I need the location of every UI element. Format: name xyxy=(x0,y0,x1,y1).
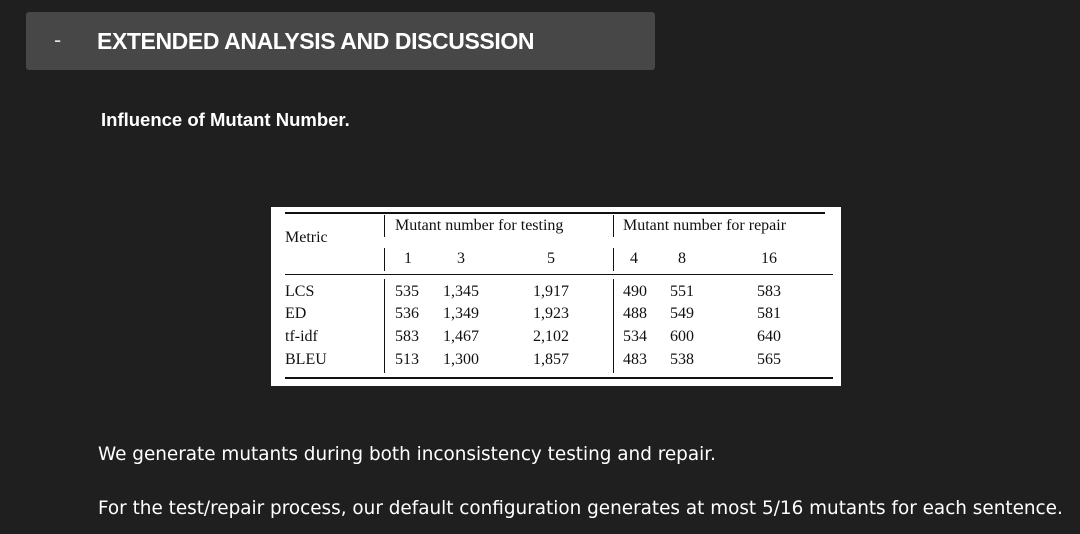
paragraph: We generate mutants during both inconsistency testing and repair. xyxy=(98,444,716,465)
column-header: 8 xyxy=(678,250,686,267)
testing-group-header: Mutant number for testing xyxy=(395,217,564,234)
table-vrule xyxy=(613,248,614,271)
table-cell: 583 xyxy=(757,283,781,300)
column-header: 16 xyxy=(761,250,777,267)
table-cell: 490 xyxy=(623,283,647,300)
table-cell: 513 xyxy=(395,351,419,368)
table-cell: 600 xyxy=(670,328,694,345)
paragraph: For the test/repair process, our default configuration generates at most 5/16 mutants for each sentence. xyxy=(98,498,1063,519)
table-vrule xyxy=(384,279,385,373)
table-cell: 565 xyxy=(757,351,781,368)
column-header: 4 xyxy=(630,250,638,267)
table-cell: 581 xyxy=(757,305,781,322)
table-cell: 536 xyxy=(395,305,419,322)
table-cell: 1,857 xyxy=(533,351,569,368)
table-cell: 583 xyxy=(395,328,419,345)
table-cell: 488 xyxy=(623,305,647,322)
table-cell: 2,102 xyxy=(533,328,569,345)
table-cell: 551 xyxy=(670,283,694,300)
table-vrule xyxy=(613,279,614,373)
table-cell: 534 xyxy=(623,328,647,345)
column-header: 5 xyxy=(547,250,555,267)
table-cell: 640 xyxy=(757,328,781,345)
table-vrule xyxy=(384,248,385,271)
row-metric: tf-idf xyxy=(285,328,318,345)
table-cell: 1,300 xyxy=(443,351,479,368)
column-header: 1 xyxy=(404,250,412,267)
collapse-toggle[interactable]: - xyxy=(54,28,62,52)
row-metric: ED xyxy=(285,305,307,322)
table-cell: 1,923 xyxy=(533,305,569,322)
table-vrule xyxy=(384,215,385,237)
metric-header: Metric xyxy=(285,229,328,246)
repair-group-header: Mutant number for repair xyxy=(623,217,787,234)
table-cell: 483 xyxy=(623,351,647,368)
table-header-rule xyxy=(285,274,833,275)
table-cell: 538 xyxy=(670,351,694,368)
table-top-rule xyxy=(285,212,825,214)
table-cell: 1,917 xyxy=(533,283,569,300)
column-header: 3 xyxy=(457,250,465,267)
results-table xyxy=(271,207,841,386)
table-bottom-rule xyxy=(285,377,833,379)
row-metric: BLEU xyxy=(285,351,327,368)
table-vrule xyxy=(613,215,614,237)
row-metric: LCS xyxy=(285,283,315,300)
table-cell: 549 xyxy=(670,305,694,322)
section-title: EXTENDED ANALYSIS AND DISCUSSION xyxy=(97,28,535,54)
table-cell: 1,345 xyxy=(443,283,479,300)
table-cell: 535 xyxy=(395,283,419,300)
table-cell: 1,467 xyxy=(443,328,479,345)
subheading: Influence of Mutant Number. xyxy=(101,109,350,130)
table-cell: 1,349 xyxy=(443,305,479,322)
